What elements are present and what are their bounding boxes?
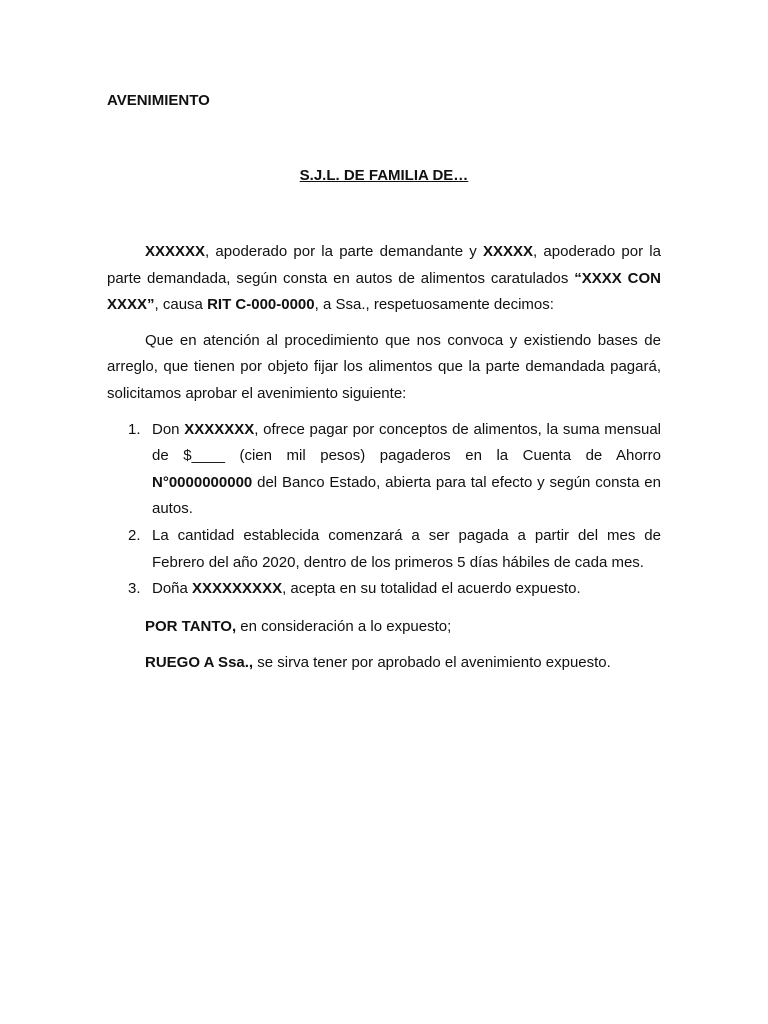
item-number: 1. xyxy=(128,420,141,438)
closing-ruego xyxy=(107,650,661,677)
intro-text-1: , apoderado por la parte demandante y xyxy=(205,243,483,260)
intro-paragraph xyxy=(107,239,661,319)
closing-bold: RUEGO A Ssa., xyxy=(145,654,254,672)
closing-text: en consideración a lo expuesto; xyxy=(236,617,452,635)
party-defendant-attorney: XXXXX xyxy=(483,243,534,260)
case-title: “XXXX CON XXXX” xyxy=(107,269,661,314)
item-text: del Banco Estado, abierta para tal efecto y según consta en autos. xyxy=(152,473,661,518)
intro-text-3: , causa xyxy=(154,296,208,314)
item-number: 2. xyxy=(128,526,141,544)
intro-text-2: , apoderado por la parte demandada, según consta en autos de alimentos caratulados xyxy=(107,243,661,287)
item-text: , ofrece pagar por conceptos de alimentos, la suma mensual de $____ (cien mil pesos) pagaderos en la Cuenta de Ahorro xyxy=(152,420,662,465)
document-title: AVENIMIENTO xyxy=(107,92,210,109)
party-plaintiff-attorney: XXXXXX xyxy=(145,243,206,260)
item-text: La cantidad establecida comenzará a ser pagada a partir del mes de Febrero del año 2020, dentro de los primeros 5 días hábiles de cada mes. xyxy=(152,526,661,571)
account-number: N°0000000000 xyxy=(152,473,253,491)
agreement-item xyxy=(107,576,661,603)
case-rit: RIT C-000-0000 xyxy=(207,296,315,314)
item-text: Doña xyxy=(152,580,193,598)
intro-text-4: , a Ssa., respetuosamente decimos: xyxy=(314,296,554,314)
agreement-list xyxy=(107,417,661,603)
item-number: 3. xyxy=(128,580,141,598)
item-text: Don xyxy=(152,420,185,438)
item-bold: XXXXXXX xyxy=(184,420,255,438)
court-addressee: S.J.L. DE FAMILIA DE… xyxy=(299,167,469,184)
item-bold: XXXXXXXXX xyxy=(192,580,283,598)
item-text: , acepta en su totalidad el acuerdo expuesto. xyxy=(282,580,581,598)
request-paragraph: Que en atención al procedimiento que nos convoca y existiendo bases de arreglo, que tienen por objeto fijar los alimentos que la parte demandada pagará, solicitamos aprobar el avenimiento siguiente: xyxy=(107,331,661,402)
closing-bold: POR TANTO, xyxy=(145,617,237,635)
closing-text: se sirva tener por aprobado el avenimiento expuesto. xyxy=(253,654,611,672)
document-body xyxy=(107,239,661,677)
closing-por-tanto xyxy=(107,614,661,641)
agreement-item xyxy=(107,417,661,523)
agreement-item xyxy=(107,523,661,576)
